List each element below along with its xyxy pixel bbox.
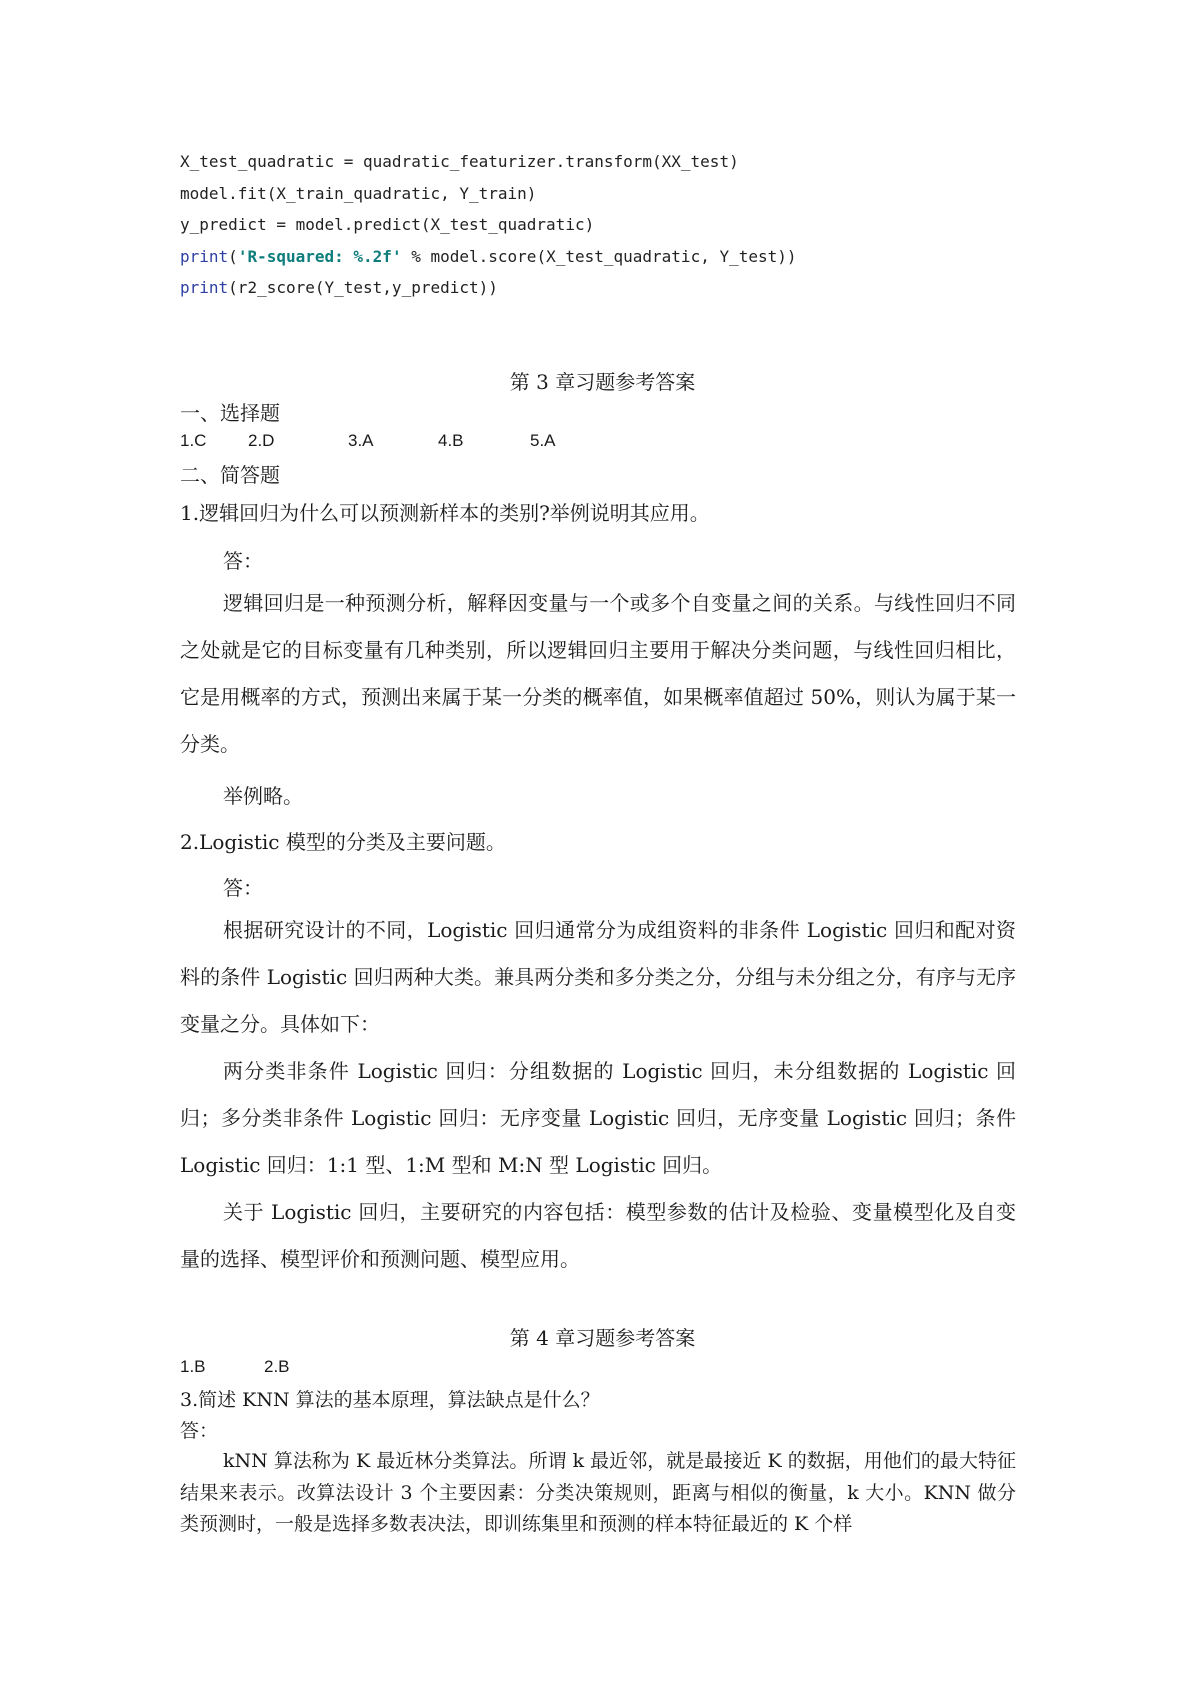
code-line [180, 178, 1060, 210]
code-text: X_test_quadratic = quadratic_featurizer.transform(XX_test) [180, 152, 739, 171]
code-text: y_predict = model.predict(X_test_quadratic) [180, 215, 595, 234]
section-short-answer-heading: 二、简答题 [180, 463, 280, 487]
question-2: 2.Logistic 模型的分类及主要问题。 [180, 830, 506, 854]
code-text: (r2_score(Y_test,y_predict)) [228, 278, 498, 297]
answer-label: 答： [223, 876, 263, 900]
answer-1-example: 举例略。 [223, 784, 303, 808]
chapter-4-title: 第 4 章习题参考答案 [509, 1326, 696, 1350]
code-block [180, 146, 1060, 304]
section-choice-heading: 一、选择题 [180, 401, 280, 425]
choice-answer: 4.B [438, 431, 464, 450]
answer-2-paragraph-3: 关于 Logistic 回归，主要研究的内容包括：模型参数的估计及检验、变量模型化及自变量的选择、模型评价和预测问题、模型应用。 [180, 1200, 1016, 1271]
code-text: ( [228, 246, 238, 266]
choice-answer: 3.A [348, 431, 374, 450]
code-string: 'R-squared: %.2f' [237, 246, 402, 266]
question-1: 1.逻辑回归为什么可以预测新样本的类别?举例说明其应用。 [180, 501, 710, 525]
answer-label: 答： [180, 1420, 219, 1442]
code-line [180, 272, 1060, 304]
chapter-3-title: 第 3 章习题参考答案 [509, 370, 696, 394]
code-keyword: print [180, 246, 229, 266]
code-line [180, 241, 1060, 273]
answer-1-paragraph: 逻辑回归是一种预测分析，解释因变量与一个或多个自变量之间的关系。与线性回归不同之处就是它的目标变量有几种类别，所以逻辑回归主要用于解决分类问题，与线性回归相比，它是用概率的方式，预测出来属于某一分类的概率值，如果概率值超过 50%，则认为属于某一分类。 [180, 591, 1016, 756]
choice-answer: 2.D [248, 431, 275, 450]
code-line [180, 146, 1060, 178]
choice-answers-row [180, 431, 556, 451]
answer-2-paragraph-1: 根据研究设计的不同，Logistic 回归通常分为成组资料的非条件 Logistic 回归和配对资料的条件 Logistic 回归两种大类。兼具两分类和多分类之分，分组与未分组之分，有序与无序变量之分。具体如下： [180, 918, 1016, 1036]
answer-3-paragraph: kNN 算法称为 K 最近林分类算法。所谓 k 最近邻，就是最接近 K 的数据，用他们的最大特征结果来表示。改算法设计 3 个主要因素：分类决策规则，距离与相似的衡量，k 大小。KNN 做分类预测时，一般是选择多数表决法，即训练集里和预测的样本特征最近的 K 个样 [180, 1450, 1016, 1535]
choice-answer: 1.C [180, 431, 207, 450]
choice-answer: 1.B [180, 1357, 206, 1376]
code-keyword: print [180, 278, 229, 297]
answer-label: 答： [223, 549, 263, 573]
code-text: model.fit(X_train_quadratic, Y_train) [180, 183, 537, 203]
answer-2-paragraph-2: 两分类非条件 Logistic 回归：分组数据的 Logistic 回归，未分组数据的 Logistic 回归；多分类非条件 Logistic 回归：无序变量 Logistic 回归，无序变量 Logistic 回归；条件 Logistic 回归：1:1 型、1:M 型和 M:N 型 Logistic 回归。 [180, 1059, 1016, 1177]
choice-answer: 2.B [264, 1357, 290, 1376]
choice-answers-row [180, 1357, 290, 1377]
choice-answer: 5.A [530, 431, 556, 450]
code-line [180, 209, 1060, 241]
code-text: % model.score(X_test_quadratic, Y_test)) [401, 246, 797, 266]
question-3: 3.简述 KNN 算法的基本原理，算法缺点是什么？ [180, 1389, 600, 1411]
